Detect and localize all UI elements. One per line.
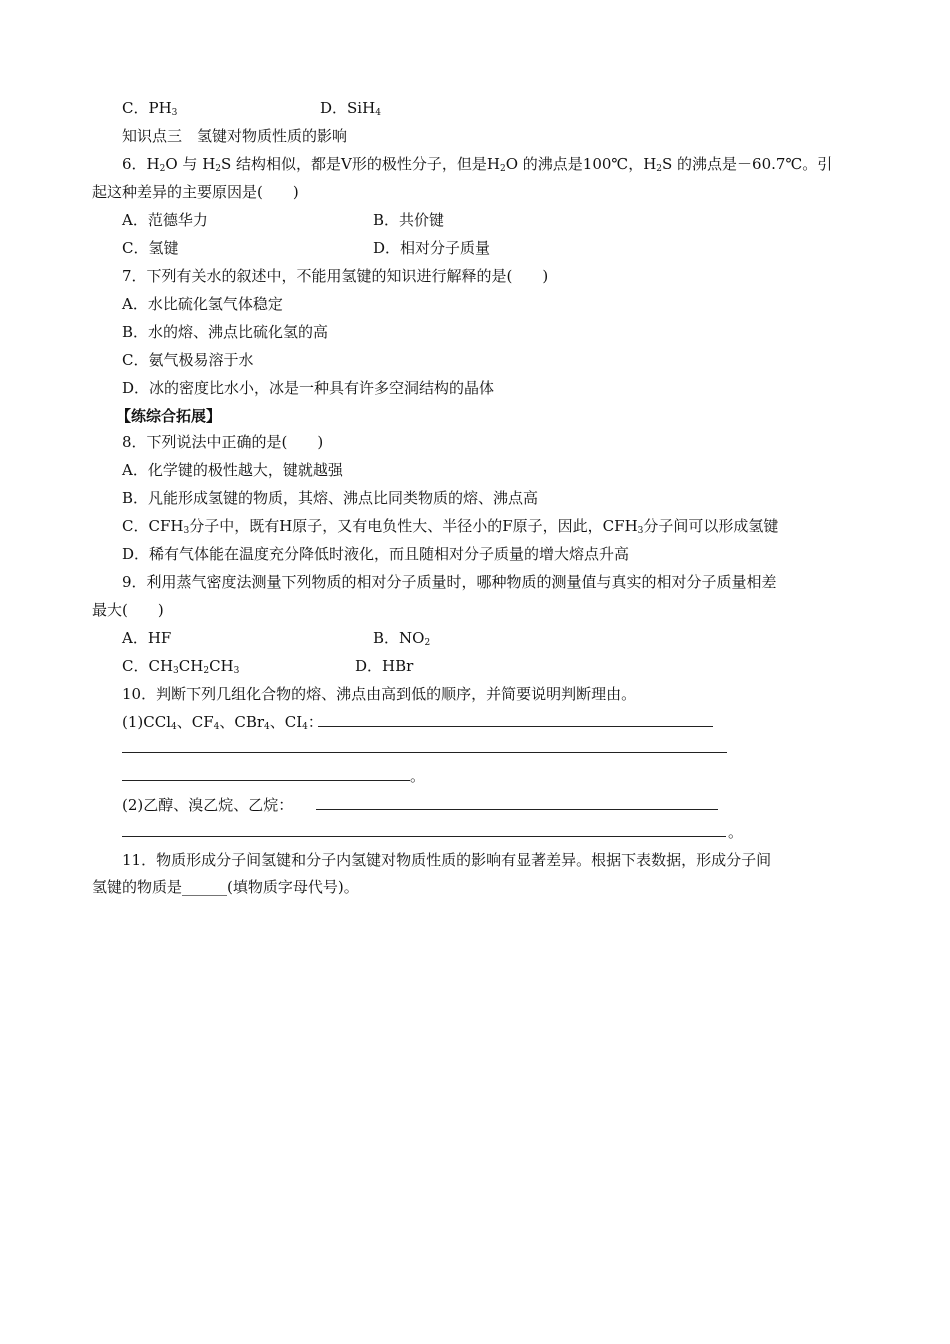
question-6-stem: 6．$H_2O$ 与 $H_2S$ 结构相似，都是Ⅴ形的极性分子，但是$H_2O$ 的沸点是100℃，$H_2S$ 的沸点是－60.7℃。引: [122, 155, 833, 174]
option-c: C．$CFH_3$分子中，既有H原子，又有电负性大、半径小的F原子，因此，$CFH_3$分子间可以形成氢键: [122, 517, 779, 536]
option-b: B．凡能形成氢键的物质，其熔、沸点比同类物质的熔、沸点高: [122, 489, 539, 507]
answer-blank[interactable]: [318, 726, 713, 727]
option-a: A．HF: [122, 629, 172, 647]
option-c: C．氨气极易溶于水: [122, 351, 254, 369]
option-d: D．SiH$_4$: [320, 99, 381, 118]
option-c: C．氢键: [122, 239, 179, 257]
option-b: B．$NO_2$: [373, 629, 431, 648]
question-10-part-1: (1)CCl$_4$、$CF_4$、CBr$_4$、$CI_4$：: [122, 713, 323, 732]
question-9-stem-cont: 最大( ): [92, 601, 164, 619]
section-title: 知识点三 氢键对物质性质的影响: [122, 127, 348, 145]
option-b: B．水的熔、沸点比硫化氢的高: [122, 323, 329, 341]
question-8-stem: 8．下列说法中正确的是( ): [122, 433, 324, 451]
option-d: D．相对分子质量: [373, 239, 491, 257]
answer-blank[interactable]: [122, 780, 410, 781]
option-a: A．范德华力: [122, 211, 208, 229]
option-b: B．共价键: [373, 211, 445, 229]
question-6-stem-cont: 起这种差异的主要原因是( ): [92, 183, 299, 201]
option-d: D．冰的密度比水小，冰是一种具有许多空洞结构的晶体: [122, 379, 495, 397]
period: 。: [728, 823, 744, 841]
question-11-stem: 11．物质形成分子间氢键和分子内氢键对物质性质的影响有显著差异。根据下表数据，形成分子间: [122, 851, 772, 869]
option-a: A．水比硫化氢气体稳定: [122, 295, 283, 313]
option-d: D．稀有气体能在温度充分降低时液化，而且随相对分子质量的增大熔点升高: [122, 545, 630, 563]
question-7-stem: 7．下列有关水的叙述中，不能用氢键的知识进行解释的是( ): [122, 267, 549, 285]
question-10-part-2: (2)乙醇、溴乙烷、乙烷：: [122, 796, 294, 814]
section-heading: 【练综合拓展】: [116, 407, 222, 425]
answer-blank[interactable]: [316, 809, 718, 810]
question-9-stem: 9．利用蒸气密度法测量下列物质的相对分子质量时，哪种物质的测量值与真实的相对分子质量相差: [122, 573, 777, 591]
answer-blank[interactable]: [122, 752, 727, 753]
question-10-stem: 10．判断下列几组化合物的熔、沸点由高到低的顺序，并简要说明判断理由。: [122, 685, 637, 703]
option-c: C．$PH_3$: [122, 99, 178, 118]
option-a: A．化学键的极性越大，键就越强: [122, 461, 343, 479]
option-d: D．HBr: [355, 657, 414, 675]
question-11-stem-cont: 氢键的物质是______(填物质字母代号)。: [92, 878, 359, 896]
answer-blank[interactable]: [122, 836, 726, 837]
period: 。: [410, 767, 426, 785]
option-c: C．$CH_3CH_2CH_3$: [122, 657, 240, 676]
